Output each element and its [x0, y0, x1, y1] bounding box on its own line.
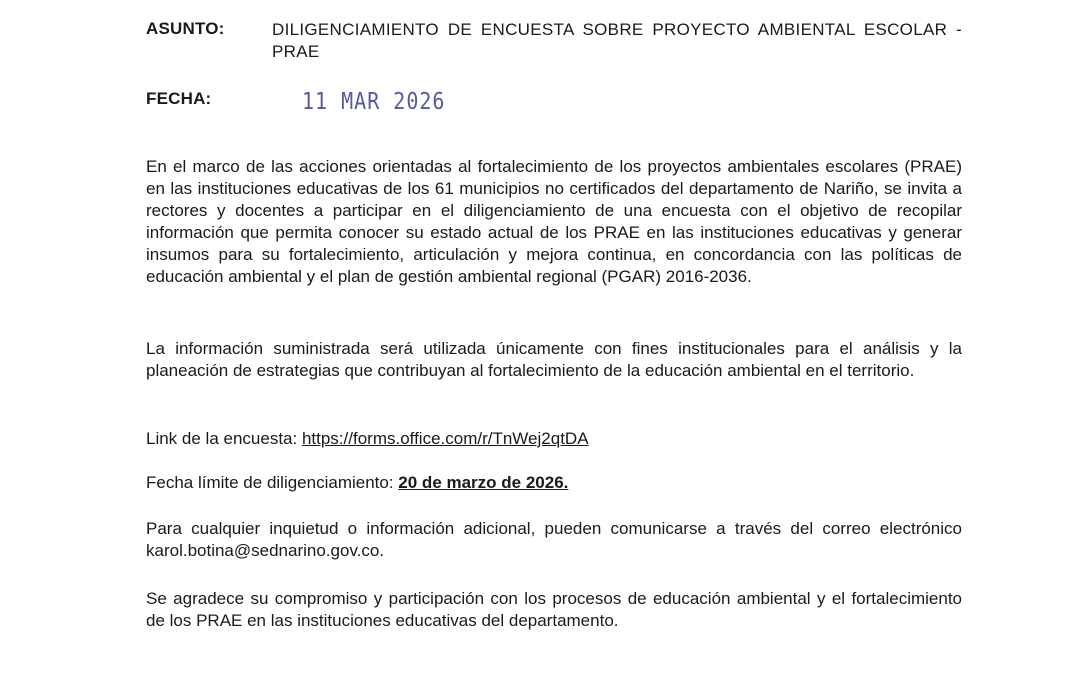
subject-text: DILIGENCIAMIENTO DE ENCUESTA SOBRE PROYECTO AMBIENTAL ESCOLAR - PRAE [272, 20, 962, 61]
deadline-paragraph [146, 472, 962, 494]
survey-link-label: Link de la encuesta: [146, 429, 302, 448]
deadline-label: Fecha límite de diligenciamiento: [146, 473, 399, 492]
survey-link-paragraph [146, 428, 962, 450]
survey-link[interactable]: https://forms.office.com/r/TnWej2qtDA [301, 429, 589, 448]
date-stamp: 11 MAR 2026 [302, 87, 446, 115]
deadline-date: 20 de marzo de 2026. [398, 473, 569, 492]
subject-label: ASUNTO: [146, 19, 225, 38]
thanks-paragraph: Se agradece su compromiso y participación con los procesos de educación ambiental y el fortalecimiento de los PRAE en las instituciones educativas del departamento. [146, 589, 962, 630]
date-label: FECHA: [146, 89, 212, 108]
contact-paragraph: Para cualquier inquietud o información adicional, pueden comunicarse a través del correo electrónico karol.botina@sednarino.gov.co. [146, 519, 962, 560]
intro-paragraph: En el marco de las acciones orientadas al fortalecimiento de los proyectos ambientales escolares (PRAE) en las instituciones educativas de los 61 municipios no certificados del departamento de Nariño, se invita a rectores y docentes a participar en el diligenciamiento de una encuesta con el objetivo de recopilar información que permita conocer su estado actual de los PRAE en las instituciones educativas y generar insumos para su fortalecimiento, articulación y mejora continua, en concordancia con las políticas de educación ambiental y el plan de gestión ambiental regional (PGAR) 2016-2036. [146, 157, 962, 286]
usage-paragraph: La información suministrada será utilizada únicamente con fines institucionales para el análisis y la planeación de estrategias que contribuyan al fortalecimiento de la educación ambiental en el territorio. [146, 339, 962, 380]
